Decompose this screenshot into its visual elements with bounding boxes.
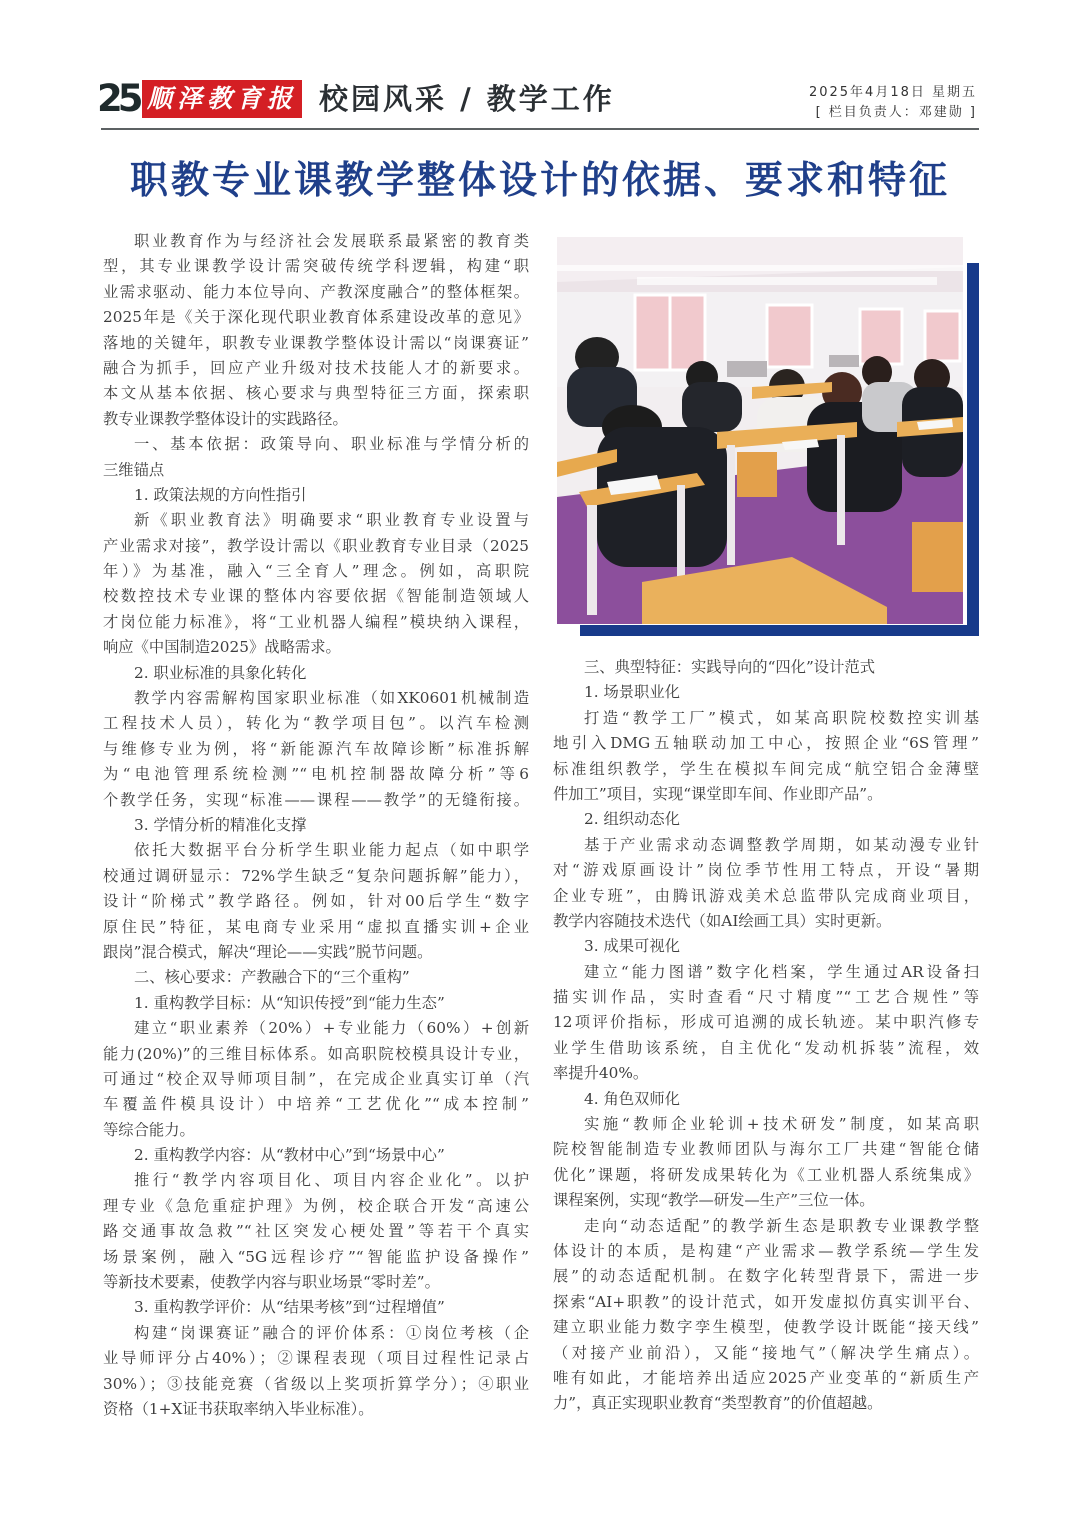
article-text-line: 为“电池管理系统检测”“电机控制器故障分析”等6 xyxy=(103,765,529,784)
article-text-line: 职业教育作为与经济社会发展联系最紧密的教育类 xyxy=(134,232,529,250)
article-text-line: 个教学任务，实现“标准——课程——教学”的无缝衔接。 xyxy=(103,790,529,809)
article-text-line: 件加工”项目，实现“课堂即车间、作业即产品”。 xyxy=(553,784,883,803)
article-photo-frame xyxy=(557,237,979,636)
article-text-line: 标准组织教学，学生在模拟车间完成“航空铝合金薄壁 xyxy=(553,759,979,778)
article-text-line: 企业专班”，由腾讯游戏美术总监带队完成商业项目， xyxy=(553,886,979,905)
article-text-line: 一、基本依据：政策导向、职业标准与学情分析的 xyxy=(134,435,529,454)
newspaper-logo: 顺泽教育报 xyxy=(142,80,302,118)
article-text-line: 校通过调研显示：72%学生缺乏“复杂问题拆解”能力）， xyxy=(103,866,529,885)
article-text-line: 院校智能制造专业教师团队与海尔工厂共建“智能仓储 xyxy=(553,1140,979,1159)
article-text-line: 建立“职业素养（20%）+专业能力（60%）+创新 xyxy=(134,1019,529,1038)
article-text-line: 业需求驱动、能力本位导向、产教深度融合”的整体框架。 xyxy=(103,282,529,301)
section-title: 校园风采 / 教学工作 xyxy=(319,82,615,116)
article-text-line: 2025年是《关于深化现代职业教育体系建设改革的意见》 xyxy=(103,308,529,327)
article-text-line: 推行“教学内容项目化、项目内容企业化”。以护 xyxy=(134,1171,529,1190)
article-text-line: 2. 组织动态化 xyxy=(584,810,680,829)
article-text-line: 建立“能力图谱”数字化档案，学生通过AR设备扫 xyxy=(584,962,979,981)
article-text-line: 教学内容需解构国家职业标准（如XK0601机械制造 xyxy=(134,689,529,708)
article-text-line: 1. 重构教学目标：从“知识传授”到“能力生态” xyxy=(134,993,445,1012)
article-text-line: 课程案例，实现“教学—研发—生产”三位一体。 xyxy=(553,1191,875,1210)
article-column-left xyxy=(103,229,529,1422)
article-text-line: 2. 职业标准的具象化转化 xyxy=(134,663,307,682)
article-text-line: 跟岗”混合模式，解决“理论——实践”脱节问题。 xyxy=(103,942,433,961)
article-text-line: 型，其专业课教学设计需突破传统学科逻辑，构建“职 xyxy=(103,257,529,276)
article-text-line: 描实训作品，实时查看“尺寸精度”“工艺合规性”等 xyxy=(553,988,979,1007)
article-text-line: 展”的动态适配机制。在数字化转型背景下，需进一步 xyxy=(553,1267,979,1286)
article-text-line: 2. 重构教学内容：从“教材中心”到“场景中心” xyxy=(134,1146,445,1165)
article-text-line: 对“游戏原画设计”岗位季节性用工特点，开设“暑期 xyxy=(553,861,979,880)
article-text-line: 业导师评分占40%）；②课程表现（项目过程性记录占 xyxy=(103,1349,529,1368)
article-text-line: 体设计的本质，是构建“产业需求—教学系统—学生发 xyxy=(553,1241,979,1260)
article-text-line: 本文从基本依据、核心要求与典型特征三方面，探索职 xyxy=(103,384,529,403)
article-text-line: 构建“岗课赛证”融合的评价体系：①岗位考核（企 xyxy=(134,1323,529,1342)
article-text-line: 三、典型特征：实践导向的“四化”设计范式 xyxy=(584,658,875,676)
article-text-line: 教专业课教学整体设计的实践路径。 xyxy=(103,409,348,428)
article-text-line: 3. 成果可视化 xyxy=(584,937,680,956)
masthead-divider xyxy=(101,128,979,130)
article-text-line: 等综合能力。 xyxy=(103,1120,195,1139)
article-text-line: 走向“动态适配”的教学新生态是职教专业课教学整 xyxy=(584,1216,979,1235)
article-text-line: 3. 学情分析的精准化支撑 xyxy=(134,815,307,834)
article-text-line: 设计“阶梯式”教学路径。例如，针对00后学生“数字 xyxy=(103,892,529,911)
article-text-line: 力”，真正实现职业教育“类型教育”的价值超越。 xyxy=(553,1394,883,1413)
article-text-line: 二、核心要求：产教融合下的“三个重构” xyxy=(134,968,410,987)
article-text-line: 地引入DMG五轴联动加工中心，按照企业“6S管理” xyxy=(553,734,980,753)
photo-frame-shadow-right xyxy=(967,263,979,636)
article-text-line: 教学内容随技术迭代（如AI绘画工具）实时更新。 xyxy=(553,911,892,930)
article-text-line: 能力(20%)”的三维目标体系。如高职院校模具设计专业， xyxy=(103,1044,529,1063)
article-text-line: 落地的关键年，职教专业课教学整体设计需以“岗课赛证” xyxy=(103,333,529,352)
article-text-line: 三维锚点 xyxy=(103,460,165,479)
article-text-line: 1. 场景职业化 xyxy=(584,683,680,702)
article-text-line: 产业需求对接”，教学设计需以《职业教育专业目录（2025 xyxy=(103,536,529,555)
article-text-line: 探索“AI+职教”的设计范式，如开发虚拟仿真实训平台、 xyxy=(553,1292,979,1311)
article-text-line: 原住民”特征，某电商专业采用“虚拟直播实训+企业 xyxy=(103,917,529,936)
article-text-line: （对接产业前沿），又能“接地气”（解决学生痛点）。 xyxy=(553,1343,979,1362)
masthead xyxy=(97,78,979,120)
article-text-line: 车覆盖件模具设计）中培养“工艺优化”“成本控制” xyxy=(103,1095,529,1114)
article-text-line: 建立职业能力数字孪生模型，使教学设计既能“接天线” xyxy=(553,1318,979,1337)
article-text-line: 基于产业需求动态调整教学周期，如某动漫专业针 xyxy=(584,835,979,854)
article-text-line: 年）》为基准，融入“三全育人”理念。例如，高职院 xyxy=(103,562,529,581)
article-text-line: 4. 角色双师化 xyxy=(584,1089,680,1108)
article-text-line: 优化”课题，将研发成果转化为《工业机器人系统集成》 xyxy=(553,1165,979,1184)
issue-date: 2025年4月18日 星期五 xyxy=(808,85,977,100)
article-text-line: 场景案例，融入“5G远程诊疗”“智能监护设备操作” xyxy=(103,1247,529,1266)
article-text-line: 1. 政策法规的方向性指引 xyxy=(134,485,307,504)
column-editor: [ 栏目负责人：邓建勋 ] xyxy=(815,105,977,120)
article-text-line: 与维修专业为例，将“新能源汽车故障诊断”标准拆解 xyxy=(103,739,529,758)
article-text-line: 率提升40%。 xyxy=(553,1064,649,1083)
article-text-line: 等新技术要素，使教学内容与职业场景“零时差”。 xyxy=(103,1273,440,1292)
article-text-line: 响应《中国制造2025》战略需求。 xyxy=(103,638,341,657)
photo-frame-shadow-bottom xyxy=(580,625,979,636)
article-text-line: 12项评价指标，形成可追溯的成长轨迹。某中职汽修专 xyxy=(553,1013,979,1032)
article-text-line: 工程技术人员），转化为“教学项目包”。以汽车检测 xyxy=(103,714,529,733)
article-text-line: 30%）；③技能竞赛（省级以上奖项折算学分）；④职业 xyxy=(103,1374,529,1393)
article-text-line: 依托大数据平台分析学生职业能力起点（如中职学 xyxy=(134,841,529,860)
article-text-line: 融合为抓手，回应产业升级对技术技能人才的新要求。 xyxy=(103,358,529,377)
article-text-line: 可通过“校企双导师项目制”，在完成企业真实订单（汽 xyxy=(103,1069,529,1088)
article-text-line: 校数控技术专业课的整体内容要依据《智能制造领域人 xyxy=(103,587,529,606)
article-text-line: 新《职业教育法》明确要求“职业教育专业设置与 xyxy=(134,511,529,530)
article-text-line: 打造“教学工厂”模式，如某高职院校数控实训基 xyxy=(584,708,979,727)
article-text-line: 理专业《急危重症护理》为例，校企联合开发“高速公 xyxy=(103,1196,529,1215)
article-column-right xyxy=(553,655,979,1417)
article-text-line: 业学生借助该系统，自主优化“发动机拆装”流程，效 xyxy=(553,1038,979,1057)
article-text-line: 3. 重构教学评价：从“结果考核”到“过程增值” xyxy=(134,1298,445,1317)
article-text-line: 路交通事故急救”“社区突发心梗处置”等若干个真实 xyxy=(103,1222,529,1241)
page-number: 25 xyxy=(97,77,139,120)
article-text-line: 才岗位能力标准》，将“工业机器人编程”模块纳入课程， xyxy=(103,612,529,631)
article-text-line: 实施“教师企业轮训+技术研发”制度，如某高职 xyxy=(584,1115,979,1134)
article-headline: 职教专业课教学整体设计的依据、要求和特征 xyxy=(129,158,950,202)
article-text-line: 资格（1+X证书获取率纳入毕业标准）。 xyxy=(103,1399,374,1418)
article-text-line: 唯有如此，才能培养出适应2025产业变革的“新质生产 xyxy=(553,1368,979,1387)
classroom-photo xyxy=(557,237,963,624)
